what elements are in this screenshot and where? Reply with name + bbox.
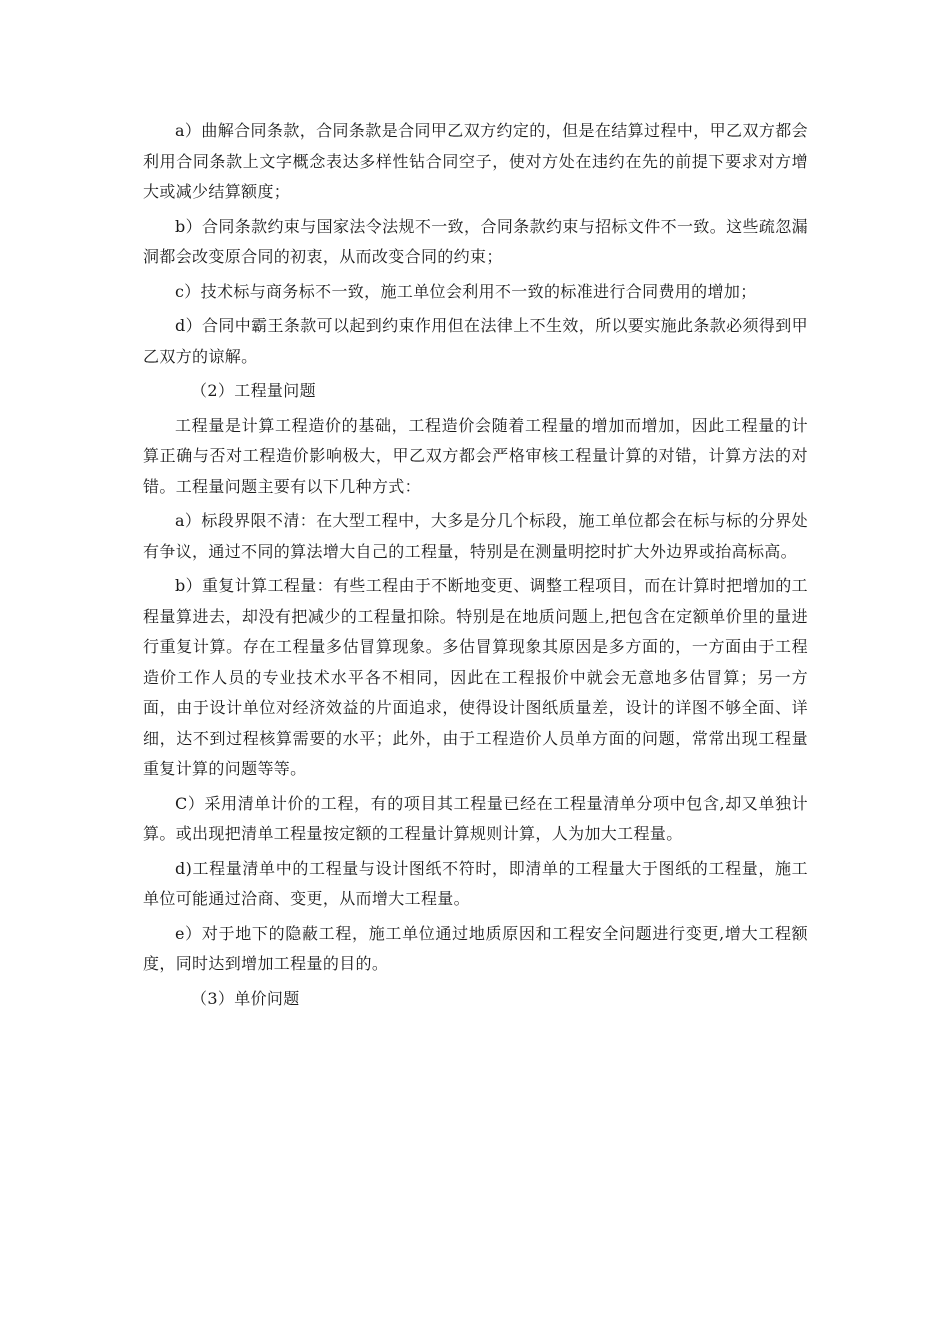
section-heading-quantity-issues: （2）工程量问题 (191, 381, 316, 400)
paragraph-contract-misinterpretation: a）曲解合同条款，合同条款是合同甲乙双方约定的，但是在结算过程中，甲乙双方都会利用合同条款上文字概念表达多样性钻合同空子，使对方处在违约在先的前提下要求对方增大或减少结算额度； (143, 121, 808, 201)
paragraph-hidden-works: e）对于地下的隐蔽工程，施工单位通过地质原因和工程安全问题进行变更,增大工程额度，同时达到增加工程量的目的。 (143, 923, 808, 973)
section-heading-unit-price-issues: （3）单价问题 (191, 988, 300, 1008)
paragraph-duplicate-calculation: b）重复计算工程量：有些工程由于不断地变更、调整工程项目，而在计算时把增加的工程量算进去，却没有把减少的工程量扣除。特别是在地质问题上,把包含在定额单价里的量进行重复计算。存在工程量多估冒算现象。多估冒算现象其原因是多方面的，一方面由于工程造价工作人员的专业技术水平各不相同，因此在工程报价中就会无意地多估冒算；另一方面，由于设计单位对经济效益的片面追求，使得设计图纸质量差，设计的详图不够全面、详细，达不到过程核算需要的水平；此外，由于工程造价人员单方面的问题，常常出现工程量重复计算的问题等等。 (143, 576, 808, 778)
paragraph-quantity-intro: 工程量是计算工程造价的基础，工程造价会随着工程量的增加而增加，因此工程量的计算正确与否对工程造价影响极大，甲乙双方都会严格审核工程量计算的对错，计算方法的对错。工程量问题主要有以下几种方式： (143, 415, 808, 496)
document-body (143, 116, 808, 1018)
paragraph-technical-commercial-mismatch: c）技术标与商务标不一致，施工单位会利用不一致的标准进行合同费用的增加； (175, 281, 757, 301)
paragraph-bill-of-quantities: C）采用清单计价的工程，有的项目其工程量已经在工程量清单分项中包含,却又单独计算。或出现把清单工程量按定额的工程量计算规则计算，人为加大工程量。 (143, 793, 808, 843)
paragraph-contract-inconsistency: b）合同条款约束与国家法令法规不一致，合同条款约束与招标文件不一致。这些疏忽漏洞都会改变原合同的初衷，从而改变合同的约束； (143, 216, 808, 266)
paragraph-section-boundary: a）标段界限不清：在大型工程中，大多是分几个标段，施工单位都会在标与标的分界处有争议，通过不同的算法增大自己的工程量，特别是在测量明挖时扩大外边界或抬高标高。 (143, 511, 808, 561)
paragraph-overbearing-clause: d）合同中霸王条款可以起到约束作用但在法律上不生效，所以要实施此条款必须得到甲乙双方的谅解。 (143, 316, 808, 366)
paragraph-quantity-mismatch: d)工程量清单中的工程量与设计图纸不符时，即清单的工程量大于图纸的工程量，施工单位可能通过洽商、变更，从而增大工程量。 (143, 858, 808, 908)
